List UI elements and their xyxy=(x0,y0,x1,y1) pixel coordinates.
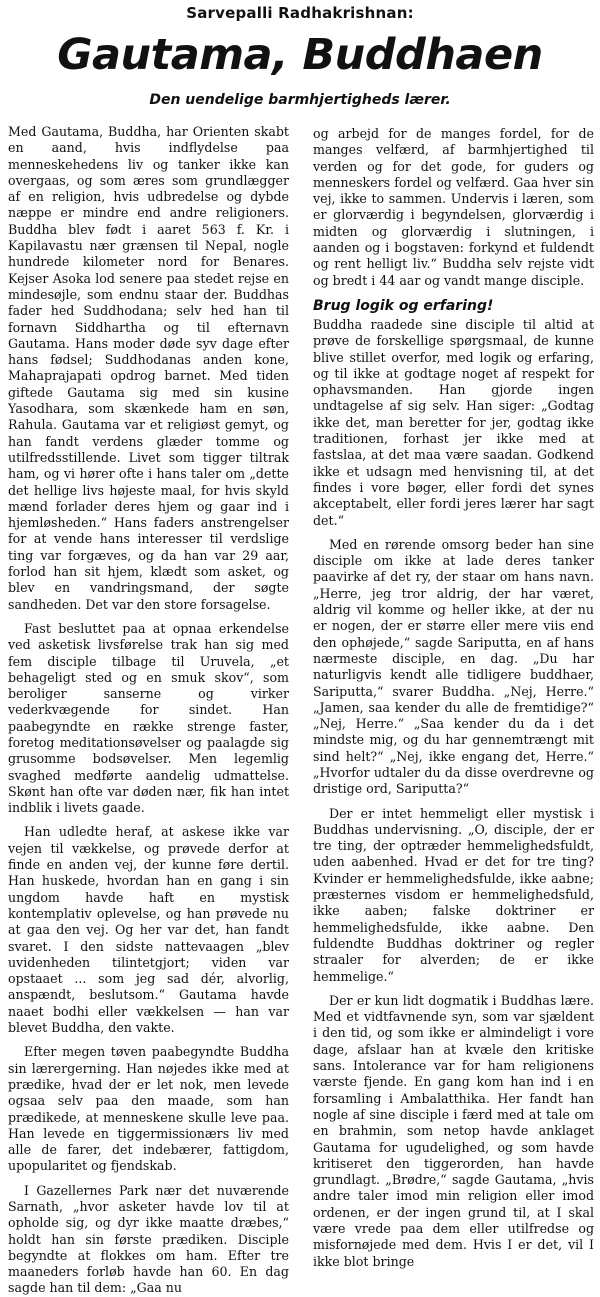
section-heading: Brug logik og erfaring! xyxy=(313,297,494,314)
paragraph-continuation: og arbejd for de manges fordel, for de manges velfærd, af barmhjertighed til verden og for det gode, for guders og menneskers fordel og velfærd. Gaa hver sin vej, ikke to sammen. Undervis i læren, som er glorværdig i begyndelsen, glorværdig i midten og glorværdig i slutningen, i aanden og i bogstaven: forkynd et fuldendt og rent helligt liv.“ Buddha selv rejste vidt og bredt i 44 aar og vandt mange disciple. xyxy=(313,126,594,288)
paragraph: Efter megen tøven paabegyndte Buddha sin lærergerning. Han nøjedes ikke med at prædike, hvad der er let nok, men levede ogsaa selv paa den maade, som han prædikede, at menneskene skulle leve paa. Han levede en tiggermissionærs liv med alle de farer, det indebærer, fattigdom, upopularitet og fjendskab. xyxy=(8,1044,289,1174)
article-title: Gautama, Buddhaen xyxy=(57,30,543,80)
article-subtitle: Den uendelige barmhjertigheds lærer. xyxy=(149,92,451,108)
paragraph: Buddha raadede sine disciple til altid at prøve de forskellige spørgsmaal, de kunne blive stillet overfor, med logik og erfaring, og til ikke at godtage noget af respekt for ophavsmanden. Han gjorde ingen undtagelse af sig selv. Han siger: „Godtag ikke det, man beretter for jer, godtag ikke traditionen, forhast jer ikke med at fastslaa, at det maa være saadan. Godkend ikke et udsagn med henvisning til, at det findes i vore bøger, eller fordi det synes akceptabelt, eller fordi jeres lærer har sagt det.“ xyxy=(313,316,594,528)
paragraph: Med en rørende omsorg beder han sine disciple om ikke at lade deres tanker paavirke af det ry, der staar om hans navn. „Herre, jeg tror aldrig, der har været, aldrig vil komme og heller ikke, at der nu er nogen, der er større eller mere viis end den ophøjede,“ sagde Sariputta, en af hans nærmeste disciple, en dag. „Du har naturligvis kendt alle tidligere buddhaer, Sariputta,“ svarer Buddha. „Nej, Herre.“ „Jamen, saa kender du alle de fremtidige?“ „Nej, Herre.“ „Saa kender du da i det mindste mig, og du har gennemtrængt mit sind helt?“ „Nej, ikke engang det, Herre.“ „Hvorfor udtaler du da disse overdrevne og dristige ord, Sariputta?“ xyxy=(313,536,594,797)
author-byline: Sarvepalli Radhakrishnan: xyxy=(186,4,414,22)
paragraph: Der er intet hemmeligt eller mystisk i Buddhas undervisning. „O, disciple, der er tre ting, der optræder hemmelighedsfuldt, uden aabenhed. Hvad er det for tre ting? Kvinder er hemmelighedsfulde, ikke aabne; præsternes visdom er hemmelighedsfuld, ikke aaben; falske doktriner er hemmelighedsfulde, ikke aabne. Den fuldendte Buddhas doktriner og regler straaler for alverden; de er ikke hemmelige.“ xyxy=(313,805,594,984)
paragraph: Han udledte heraf, at askese ikke var vejen til vækkelse, og prøvede derfor at finde en anden vej, der kunne føre dertil. Han huskede, hvordan han en gang i sin ungdom havde haft en mystisk kontemplativ oplevelse, og han prøvede nu at gaa den vej. Og her var det, han fandt svaret. I den sidste nattevaagen „blev uvidenheden tilintetgjort; viden var opstaaet ... som jeg sad dér, alvorlig, anspændt, beslutsom.“ Gautama havde naaet bodhi eller vækkelsen — han var blevet Buddha, den vakte. xyxy=(8,824,289,1036)
left-column xyxy=(8,124,289,1296)
paragraph: Der er kun lidt dogmatik i Buddhas lære. Med et vidtfavnende syn, som var sjældent i den tid, og som ikke er almindeligt i vore dage, afslaar han at kvæle den kritiske sans. Intolerance var for ham religionens værste fjende. En gang kom han ind i en forsamling i Ambalatthika. Her fandt han nogle af sine disciple i færd med at tale om en brahmin, som netop havde anklaget Gautama for ugudelighed, og som havde kritiseret den tiggerorden, han havde grundlagt. „Brødre,“ sagde Gautama, „hvis andre taler imod min religion eller imod ordenen, er der ingen grund til, at I skal være vrede paa dem eller utilfredse og misfornøjede med dem. Hvis I er det, vil I ikke blot bringe xyxy=(313,992,594,1269)
paragraph: Fast besluttet paa at opnaa erkendelse ved asketisk livsførelse trak han sig med fem disciple tilbage til Uruvela, „et behageligt sted og en smuk skov“, som beroliger sanserne og virker vederkvægende for sindet. Han paabegyndte en række strenge faster, foretog meditationsøvelser og paalagde sig grusomme bodsøvelser. Men legemlig svaghed medførte aandelig udmattelse. Skønt han ofte var døden nær, fik han intet indblik i livets gaade. xyxy=(8,620,289,816)
paragraph: Med Gautama, Buddha, har Orienten skabt en aand, hvis indflydelse paa menneskehedens liv og tanker ikke kan overgaas, og som æres som grundlægger af en religion, hvis udbredelse og dybde næppe er mindre end andre religioners. Buddha blev født i aaret 563 f. Kr. i Kapilavastu nær grænsen til Nepal, nogle hundrede kilometer nord for Benares. Kejser Asoka lod senere paa stedet rejse en mindesøjle, som endnu staar der. Buddhas fader hed Suddhodana; selv hed han til fornavn Siddhartha og til efternavn Gautama. Hans moder døde syv dage efter hans fødsel; Suddhodanas anden kone, Mahaprajapati opdrog barnet. Med tiden giftede Gautama sig med sin kusine Yasodhara, som skænkede ham en søn, Rahula. Gautama var et religiøst gemyt, og han fandt verdens glæder tomme og utilfredsstillende. Livet som tigger tiltrak ham, og vi hører ofte i hans taler om „dette det hellige livs højeste maal, for hvis skyld mænd forlader deres hjem og gaar ind i hjemløsheden.“ Hans faders anstrengelser for at vende hans interesser til verdslige ting var forgæves, og da han var 29 aar, forlod han sit hjem, klædt som asket, og blev en vandringsmand, der søgte sandheden. Det var den store forsagelse. xyxy=(8,124,289,612)
right-column xyxy=(313,126,594,1269)
paragraph: I Gazellernes Park nær det nuværende Sarnath, „hvor asketer havde lov til at opholde sig, og dyr ikke maatte dræbes,“ holdt han sin første prædiken. Disciple begyndte at flokkes om ham. Efter tre maaneders forløb havde han 60. En dag sagde han til dem: „Gaa nu xyxy=(8,1182,289,1296)
